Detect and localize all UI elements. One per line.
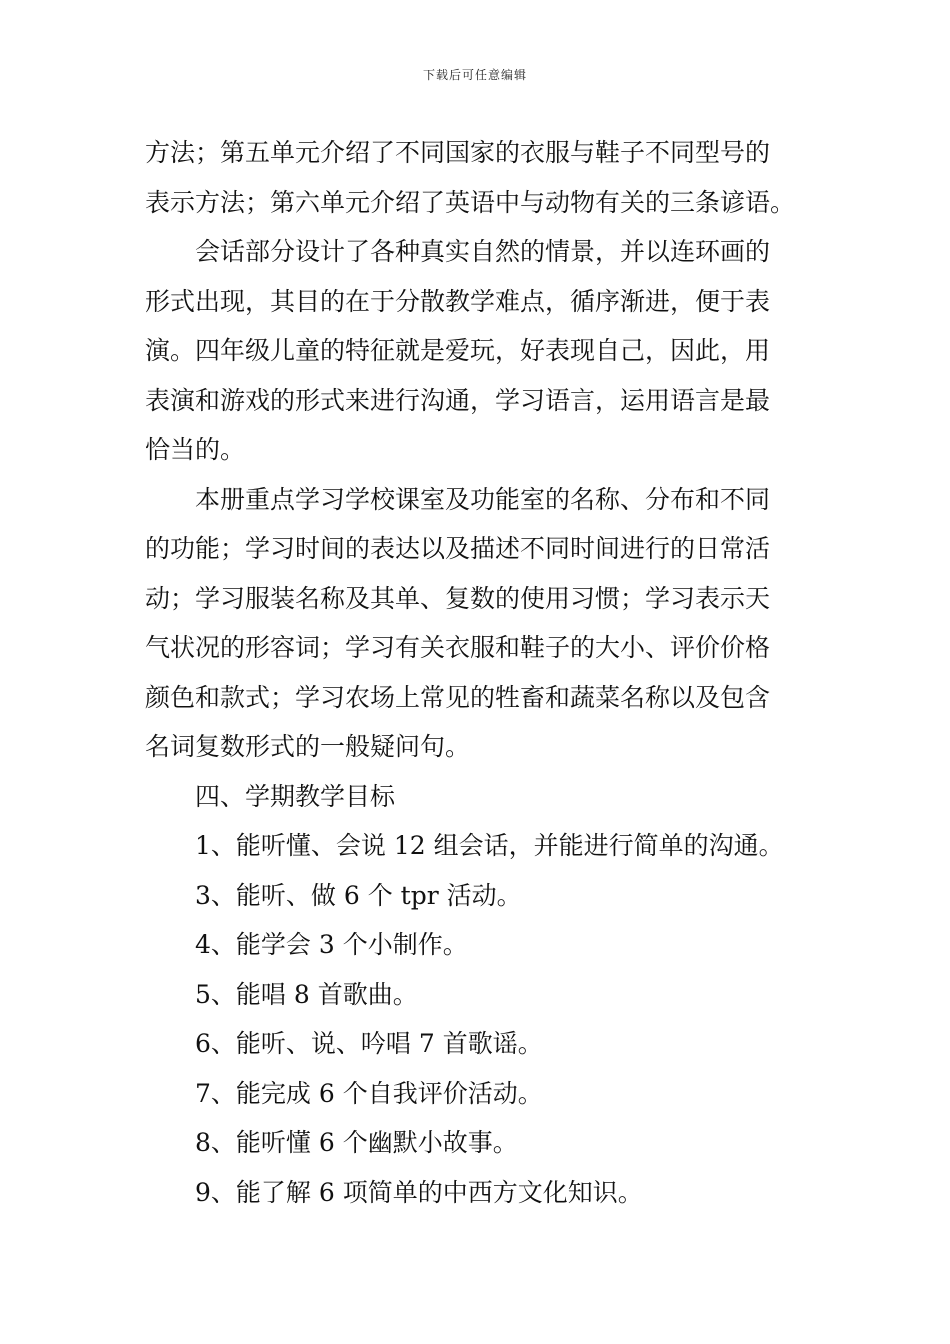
goals-list bbox=[145, 821, 810, 1217]
list-item: 5、能唱 8 首歌曲。 bbox=[195, 979, 418, 1009]
text-line: 气状况的形容词；学习有关衣服和鞋子的大小、评价价格 bbox=[145, 633, 771, 662]
list-item: 4、能学会 3 个小制作。 bbox=[195, 930, 468, 959]
text-line: 形式出现，其目的在于分散教学难点，循序渐进，便于表 bbox=[145, 286, 771, 316]
list-item: 8、能听懂 6 个幽默小故事。 bbox=[195, 1128, 518, 1157]
document-body bbox=[145, 128, 810, 1217]
text-line: 本册重点学习学校课室及功能室的名称、分布和不同 bbox=[195, 484, 771, 514]
text-line: 方法；第五单元介绍了不同国家的衣服与鞋子不同型号的 bbox=[145, 138, 771, 167]
text-line: 名词复数形式的一般疑问句。 bbox=[145, 732, 471, 761]
list-item: 6、能听、说、吟唱 7 首歌谣。 bbox=[195, 1029, 543, 1058]
text-line: 颜色和款式；学习农场上常见的牲畜和蔬菜名称以及包含 bbox=[145, 682, 771, 712]
paragraph-key-points bbox=[145, 475, 810, 772]
paragraph-units-summary bbox=[145, 128, 810, 227]
list-item: 3、能听、做 6 个 tpr 活动。 bbox=[195, 880, 522, 910]
text-line: 会话部分设计了各种真实自然的情景，并以连环画的 bbox=[195, 237, 771, 266]
page-header: 下载后可任意编辑 bbox=[422, 68, 527, 82]
text-line: 表示方法；第六单元介绍了英语中与动物有关的三条谚语。 bbox=[145, 187, 796, 217]
text-line: 演。四年级儿童的特征就是爱玩，好表现自己，因此，用 bbox=[145, 336, 771, 365]
text-line: 表演和游戏的形式来进行沟通，学习语言，运用语言是最 bbox=[145, 385, 771, 415]
list-item: 1、能听懂、会说 12 组会话，并能进行简单的沟通。 bbox=[195, 831, 784, 860]
text-line: 动；学习服装名称及其单、复数的使用习惯；学习表示天 bbox=[145, 583, 771, 613]
text-line: 的功能；学习时间的表达以及描述不同时间进行的日常活 bbox=[145, 534, 771, 563]
text-line: 恰当的。 bbox=[145, 435, 246, 464]
list-item: 9、能了解 6 项简单的中西方文化知识。 bbox=[195, 1177, 643, 1207]
section-heading: 四、学期教学目标 bbox=[195, 781, 396, 811]
list-item: 7、能完成 6 个自我评价活动。 bbox=[195, 1078, 543, 1108]
paragraph-dialogue-design bbox=[145, 227, 810, 475]
